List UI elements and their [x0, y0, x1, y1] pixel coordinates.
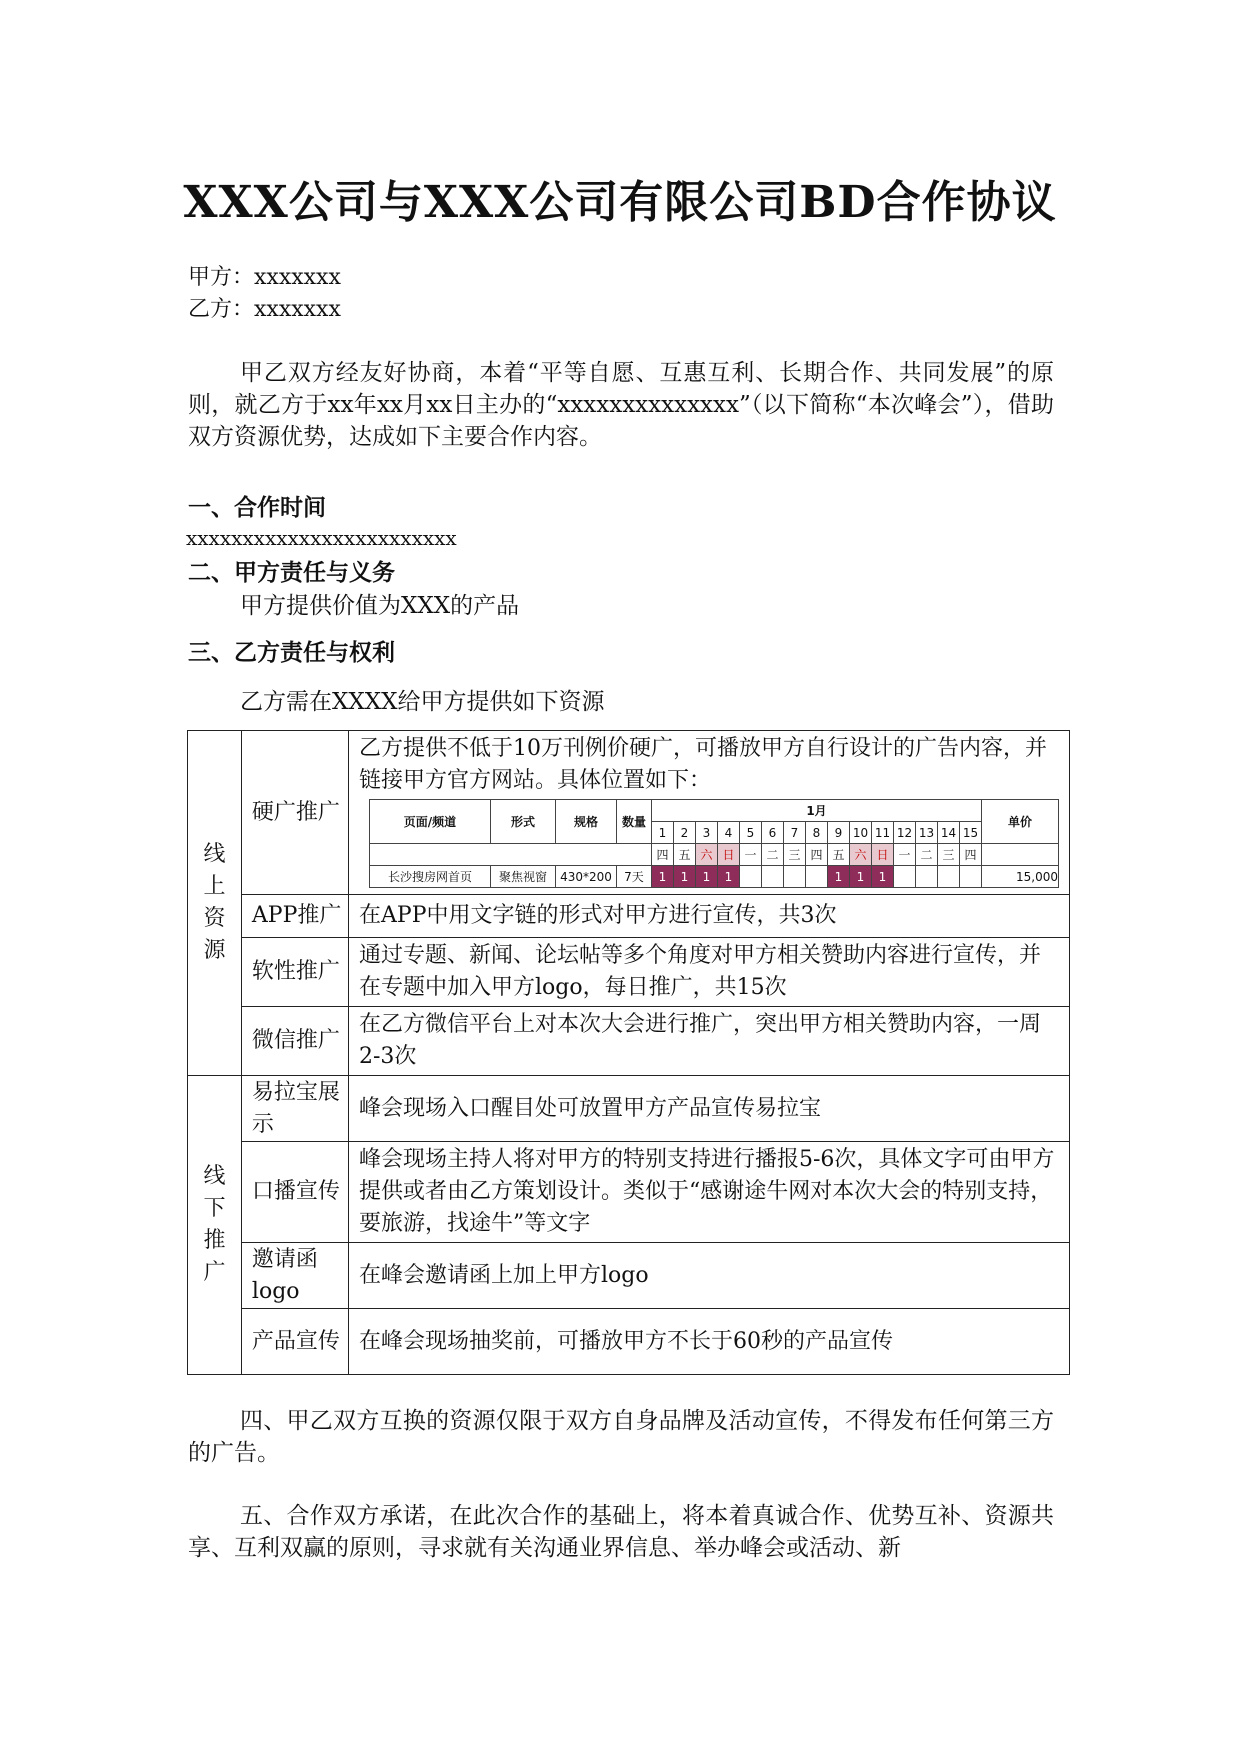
sched-mark: 1	[696, 866, 718, 888]
sched-day: 15	[960, 822, 982, 844]
sched-day: 9	[828, 822, 850, 844]
sched-day: 12	[894, 822, 916, 844]
sched-day: 4	[718, 822, 740, 844]
row-type: APP推广	[241, 895, 348, 938]
sched-weekday: 一	[894, 844, 916, 866]
section-3-heading: 三、乙方责任与权利	[188, 640, 395, 666]
row-desc: 在峰会现场抽奖前，可播放甲方不长于60秒的产品宣传	[349, 1309, 1070, 1375]
sched-day: 11	[872, 822, 894, 844]
sched-mark	[894, 866, 916, 888]
online-category	[188, 731, 242, 1076]
sched-weekday: 一	[740, 844, 762, 866]
row-desc	[349, 731, 1070, 895]
sched-mark	[740, 866, 762, 888]
offline-category	[188, 1076, 242, 1375]
sched-head-page: 页面/频道	[370, 800, 491, 844]
table-row	[188, 731, 1070, 895]
sched-weekday: 三	[938, 844, 960, 866]
sched-day: 3	[696, 822, 718, 844]
sched-mark	[960, 866, 982, 888]
sched-weekday: 五	[828, 844, 850, 866]
sched-cell-price: 15,000	[982, 866, 1059, 888]
sched-mark: 1	[850, 866, 872, 888]
table-row	[188, 1076, 1070, 1142]
row-desc: 通过专题、新闻、论坛帖等多个角度对甲方相关赞助内容进行宣传，并在专题中加入甲方logo，每日推广，共15次	[349, 938, 1070, 1007]
row-type: 口播宣传	[241, 1142, 348, 1243]
document-title: XXX公司与XXX公司有限公司BD合作协议	[183, 177, 1057, 228]
table-row	[188, 895, 1070, 938]
ad-schedule-table	[369, 799, 1059, 888]
sched-head-form: 形式	[491, 800, 556, 844]
section-1-heading: 一、合作时间	[188, 495, 326, 521]
sched-day: 6	[762, 822, 784, 844]
row-type: 软性推广	[241, 938, 348, 1007]
sched-day: 14	[938, 822, 960, 844]
sched-cell-form: 聚焦视窗	[491, 866, 556, 888]
sched-weekday: 二	[916, 844, 938, 866]
row-desc: 在峰会邀请函上加上甲方logo	[349, 1243, 1070, 1309]
sched-weekday: 六	[850, 844, 872, 866]
sched-mark	[806, 866, 828, 888]
sched-day: 8	[806, 822, 828, 844]
resource-table	[187, 730, 1070, 1375]
sched-mark: 1	[674, 866, 696, 888]
intro-paragraph: 甲乙双方经友好协商，本着“平等自愿、互惠互利、长期合作、共同发展”的原则，就乙方于xx年xx月xx日主办的“xxxxxxxxxxxxxx”（以下简称“本次峰会”），借助双方资源优势，达成如下主要合作内容。	[188, 360, 1054, 450]
row-desc: 在乙方微信平台上对本次大会进行推广，突出甲方相关赞助内容，一周2-3次	[349, 1007, 1070, 1076]
sched-day: 10	[850, 822, 872, 844]
section-2-heading: 二、甲方责任与义务	[188, 560, 395, 586]
sched-head-price: 单价	[982, 800, 1059, 844]
sched-day: 1	[652, 822, 674, 844]
sched-day: 13	[916, 822, 938, 844]
sched-weekday: 四	[806, 844, 828, 866]
sched-weekday: 日	[718, 844, 740, 866]
row-desc: 在APP中用文字链的形式对甲方进行宣传，共3次	[349, 895, 1070, 938]
table-row	[188, 1007, 1070, 1076]
table-row	[188, 1309, 1070, 1375]
sched-day: 7	[784, 822, 806, 844]
sched-weekday: 三	[784, 844, 806, 866]
party-b: 乙方：xxxxxxx	[188, 297, 341, 322]
row-type: 邀请函logo	[241, 1243, 348, 1309]
sched-day: 2	[674, 822, 696, 844]
sched-mark: 1	[828, 866, 850, 888]
sched-day: 5	[740, 822, 762, 844]
sched-mark: 1	[652, 866, 674, 888]
row-desc: 峰会现场主持人将对甲方的特别支持进行播报5-6次，具体文字可由甲方提供或者由乙方策划设计。类似于“感谢途牛网对本次大会的特别支持，要旅游，找途牛”等文字	[349, 1142, 1070, 1243]
row-desc-text: 乙方提供不低于10万刊例价硬广，可播放甲方自行设计的广告内容，并链接甲方官方网站。具体位置如下：	[359, 736, 1047, 793]
sched-cell-spec: 430*200	[556, 866, 617, 888]
sched-mark	[916, 866, 938, 888]
sched-cell-page: 长沙搜房网首页	[370, 866, 491, 888]
party-a: 甲方：xxxxxxx	[188, 265, 341, 290]
sched-weekday: 四	[960, 844, 982, 866]
sched-weekday: 日	[872, 844, 894, 866]
section-2-body: 甲方提供价值为XXX的产品	[240, 593, 520, 619]
row-type: 易拉宝展示	[241, 1076, 348, 1142]
online-category-label: 线上资源	[203, 842, 226, 963]
item-5-paragraph: 五、合作双方承诺，在此次合作的基础上，将本着真诚合作、优势互补、资源共享、互利双赢的原则，寻求就有关沟通业界信息、举办峰会或活动、新	[188, 1503, 1054, 1561]
section-1-body: xxxxxxxxxxxxxxxxxxxxxxxx	[186, 526, 457, 550]
section-3-body: 乙方需在XXXX给甲方提供如下资源	[240, 689, 605, 715]
sched-weekday: 二	[762, 844, 784, 866]
offline-category-label: 线下推广	[203, 1164, 226, 1285]
sched-cell-qty: 7天	[617, 866, 652, 888]
table-row	[188, 1142, 1070, 1243]
sched-spacer	[982, 844, 1059, 866]
sched-mark: 1	[718, 866, 740, 888]
sched-head-month: 1月	[652, 800, 982, 822]
sched-mark	[938, 866, 960, 888]
sched-weekday: 四	[652, 844, 674, 866]
sched-weekday: 五	[674, 844, 696, 866]
row-type: 微信推广	[241, 1007, 348, 1076]
sched-mark: 1	[872, 866, 894, 888]
sched-head-qty: 数量	[617, 800, 652, 844]
sched-spacer	[370, 844, 652, 866]
sched-weekday: 六	[696, 844, 718, 866]
row-desc: 峰会现场入口醒目处可放置甲方产品宣传易拉宝	[349, 1076, 1070, 1142]
sched-head-spec: 规格	[556, 800, 617, 844]
row-type: 产品宣传	[241, 1309, 348, 1375]
table-row	[188, 1243, 1070, 1309]
sched-mark	[762, 866, 784, 888]
sched-mark	[784, 866, 806, 888]
row-type: 硬广推广	[241, 731, 348, 895]
item-4-paragraph: 四、甲乙双方互换的资源仅限于双方自身品牌及活动宣传，不得发布任何第三方的广告。	[188, 1408, 1054, 1466]
table-row	[188, 938, 1070, 1007]
